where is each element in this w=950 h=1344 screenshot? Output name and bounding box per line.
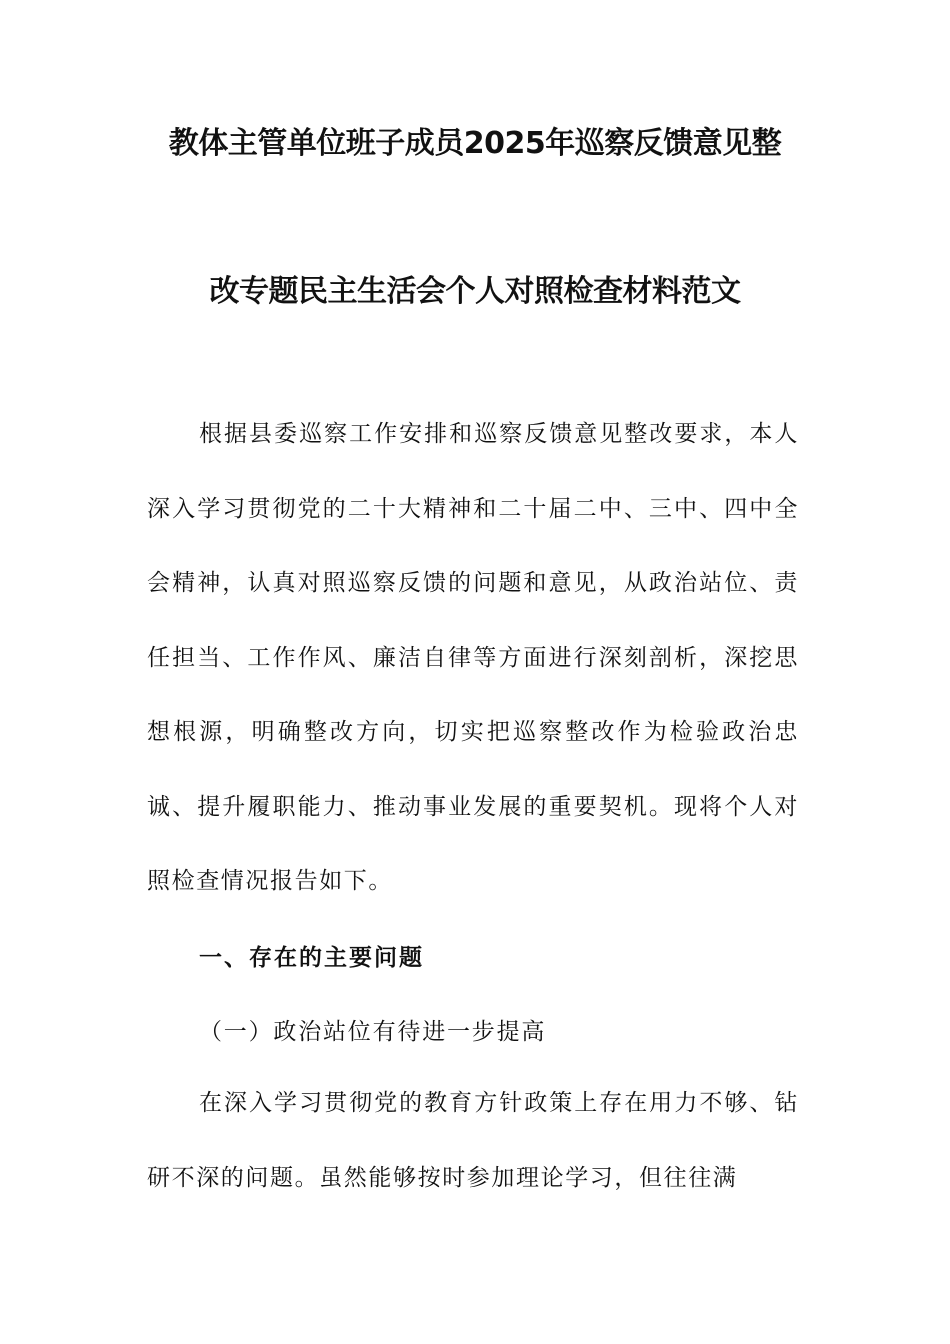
subsection-paragraph: 在深入学习贯彻党的教育方针政策上存在用力不够、钻研不深的问题。虽然能够按时参加理论学习，但往往满 [147,1090,799,1191]
document-title-line-1: 教体主管单位班子成员2025年巡察反馈意见整 [168,126,782,161]
document-title-line-2: 改专题民主生活会个人对照检查材料范文 [209,274,741,309]
section-heading-problems: 一、存在的主要问题 [199,944,424,971]
subsection-heading-political-stance: （一）政治站位有待进一步提高 [199,1019,547,1045]
intro-paragraph: 根据县委巡察工作安排和巡察反馈意见整改要求，本人深入学习贯彻党的二十大精神和二十届二中、三中、四中全会精神，认真对照巡察反馈的问题和意见，从政治站位、责任担当、工作作风、廉洁自律等方面进行深刻剖析，深挖思想根源，明确整改方向，切实把巡察整改作为检验政治忠诚、提升履职能力、推动事业发展的重要契机。现将个人对照检查情况报告如下。 [147,421,799,894]
